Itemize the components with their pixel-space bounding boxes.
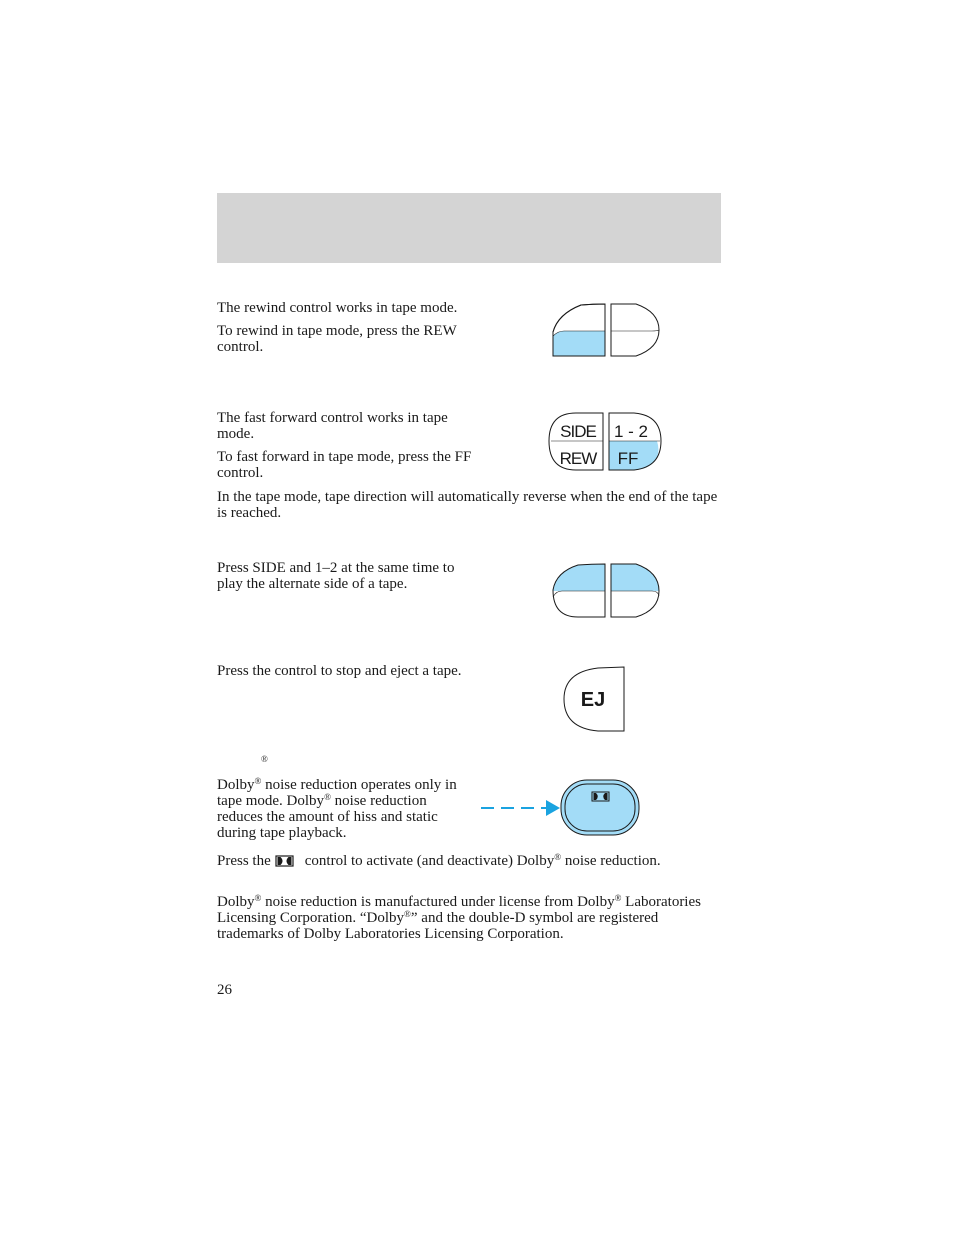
dolby-paragraph-2: Press the control to activate (and deactivate) Dolby® noise reduction. [217,852,661,869]
side-one-two-button-icon [548,560,664,622]
rewind-text [217,300,467,355]
rew-button-icon [548,300,664,360]
side-select-text [217,560,467,592]
eject-button-icon [560,664,630,734]
eject-paragraph: Press the control to stop and eject a tape. [217,663,462,679]
side-select-paragraph: Press SIDE and 1–2 at the same time to play the alternate side of a tape. [217,560,455,592]
dolby-paragraph-3: Dolby® noise reduction is manufactured under license from Dolby® Laboratories Licensing Corporation. “Dolby®” and the double-D symbol are registered trademarks of Dolby Laboratories Licensing Corporation. [217,893,701,942]
dolby-heading-reg-mark: ® [261,754,268,764]
fast-forward-text [217,410,472,481]
dolby-paragraph-1: Dolby® noise reduction operates only in tape mode. Dolby® noise reduction reduces the amount of hiss and static during tape playback. [217,776,457,841]
auto-reverse-paragraph: In the tape mode, tape direction will automatically reverse when the end of the tape is reached. [217,489,718,521]
rew-button-label: REW [559,449,597,468]
dolby-press-text [217,852,722,870]
dolby-button-figure [478,778,644,838]
page-number: 26 [217,982,232,998]
eject-button-label: EJ [580,689,606,711]
one-two-button-label: 1 - 2 [613,422,649,441]
dolby-trademark-text [217,894,722,942]
section-header-bar [217,193,721,263]
ff-button-label: FF [617,449,639,468]
ff-paragraph-2: To fast forward in tape mode, press the FF control. [217,449,472,481]
rewind-paragraph-2: To rewind in tape mode, press the REW control. [217,323,457,355]
auto-reverse-text [217,489,722,521]
side-button-label: SIDE [560,422,596,441]
rew-ff-labeled-button-icon [546,410,666,474]
ff-paragraph-1: The fast forward control works in tape mode. [217,410,448,442]
dolby-description-text [217,777,473,841]
rewind-paragraph-1: The rewind control works in tape mode. [217,300,458,316]
dolby-double-d-inline-icon [275,855,295,867]
eject-text [217,663,472,679]
